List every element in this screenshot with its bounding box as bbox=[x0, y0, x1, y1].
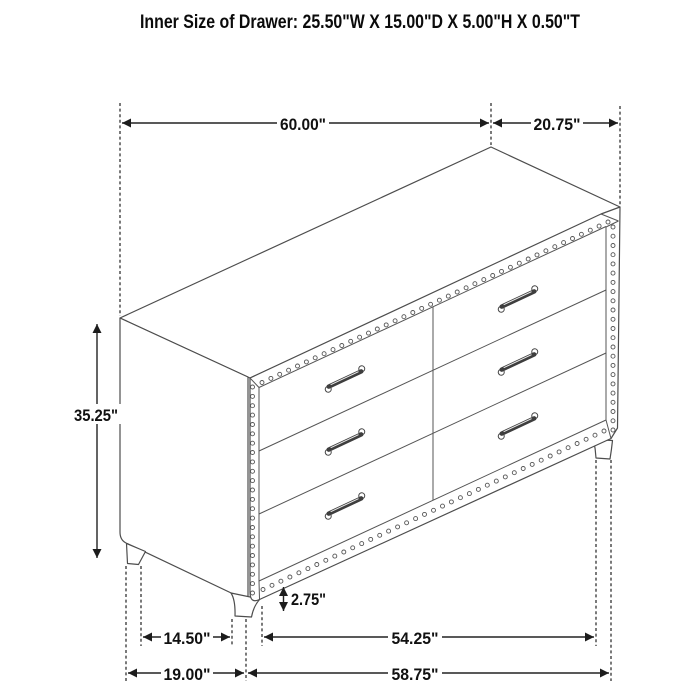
dresser-illustration bbox=[120, 147, 620, 617]
dimension-side-height bbox=[71, 324, 123, 558]
dimension-label-front-total-width: 58.75" bbox=[391, 665, 439, 684]
nailhead-trim-right bbox=[611, 225, 615, 432]
page-title: Inner Size of Drawer: 25.50"W X 15.00"D X 5.00"H X 0.50"T bbox=[140, 12, 581, 33]
dimension-label-side-height: 35.25" bbox=[74, 406, 118, 425]
dimension-label-leg-gap-side: 14.50" bbox=[163, 629, 211, 648]
dimension-top-width bbox=[122, 114, 489, 134]
dimension-label-top-depth: 20.75" bbox=[533, 115, 581, 134]
dimension-label-leg-height: 2.75" bbox=[291, 590, 326, 609]
dimension-label-side-total-depth: 19.00" bbox=[163, 665, 211, 684]
dimension-leg-gap-side bbox=[143, 628, 230, 648]
dimension-front-leg-span bbox=[264, 628, 594, 648]
nailhead-trim-left bbox=[251, 385, 255, 595]
dimension-leg-height bbox=[284, 587, 327, 611]
dimension-side-total-depth bbox=[128, 664, 244, 684]
dimension-top-depth bbox=[493, 114, 618, 134]
dimension-front-total-width bbox=[248, 664, 609, 684]
dimension-label-front-leg-span: 54.25" bbox=[391, 629, 439, 648]
dimension-label-top-width: 60.00" bbox=[280, 115, 326, 134]
